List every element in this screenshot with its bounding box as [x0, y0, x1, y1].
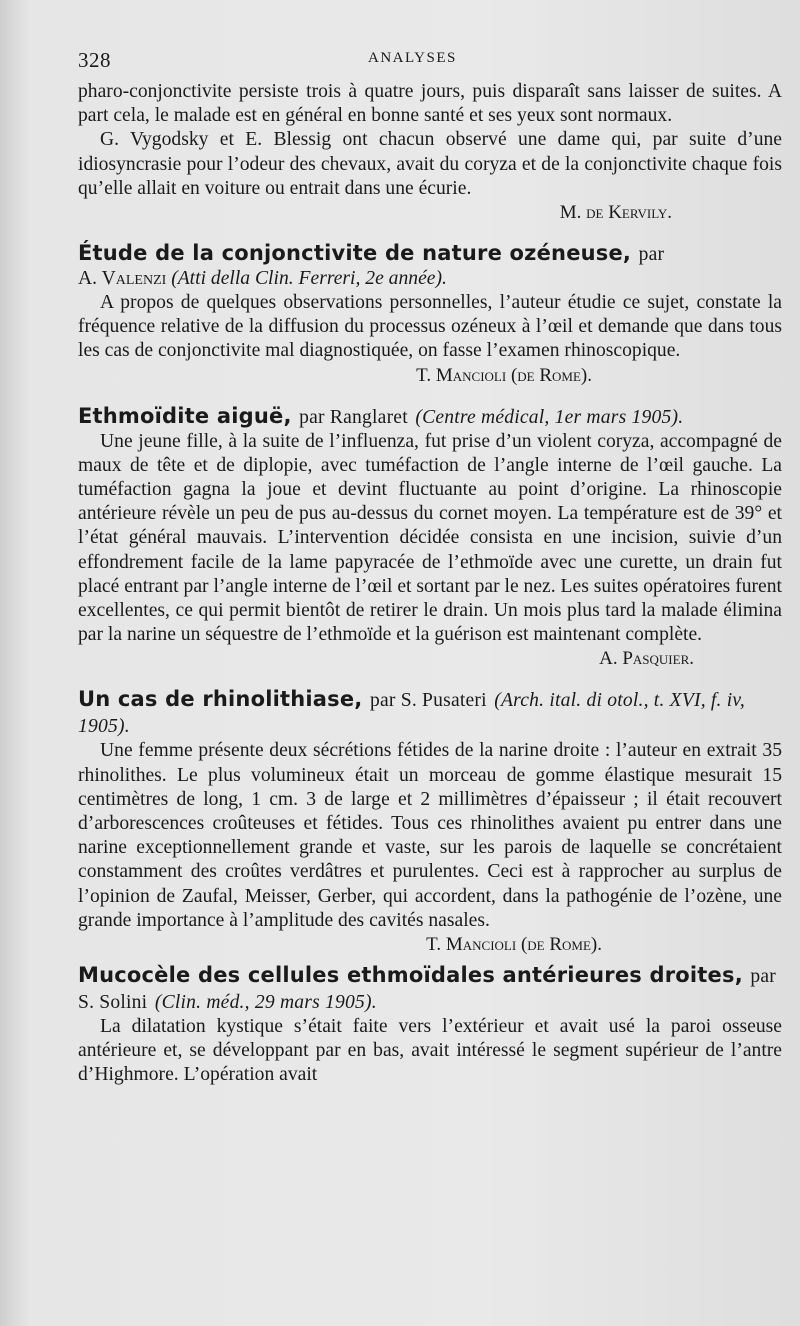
- signature-text: T. Mancioli (de Rome).: [426, 934, 602, 956]
- signature-text: M. de Kervily.: [559, 202, 672, 224]
- article-1-byline: [78, 267, 782, 291]
- article-2-by: par Ranglaret: [299, 406, 408, 428]
- article-3-heading: [78, 687, 782, 739]
- running-title: ANALYSES: [368, 50, 457, 66]
- intro-signature: [78, 201, 782, 225]
- intro-paragraph: pharo-conjonctivite persiste trois à quatre jours, puis disparaît sans laisser de suites. A part cela, le malade est en général en bonne santé et ses yeux sont normaux.: [78, 81, 782, 127]
- intro-paragraph-2: G. Vygodsky et E. Blessig ont chacun observé une dame qui, par suite d’une idiosyncrasie pour l’odeur des chevaux, avait du coryza et de la conjonctivite chaque fois qu’elle allait en voiture ou entrait dans une écurie.: [78, 129, 782, 199]
- article-2-title: Ethmoïdite aiguë,: [78, 403, 292, 428]
- article-1-heading: [78, 241, 782, 291]
- article-3-body: Une femme présente deux sécrétions fétides de la narine droite : l’auteur en extrait 35 rhinolithes. Le plus volumineux était un morceau de gomme élastique mesurait 15 centimètres de long, 1 cm. 3 de large et 2 millimètres d’épaisseur ; il était recouvert d’arborescences croûteuses et fétides. Tous ces rhinolithes avaient pu entrer dans une narine exceptionnellement grande et vaste, sur les parois de laquelle se concrétaient constamment des croûtes verdâtres et purulentes. Ceci est à rapprocher au surplus de l’opinion de Zaufal, Meisser, Gerber, qui accordent, dans la pathogénie de l’ozène, une grande importance à l’amplitude des cavités nasales.: [78, 740, 782, 931]
- page-number: 328: [78, 48, 111, 72]
- article-1-body: A propos de quelques observations personnelles, l’auteur étudie ce sujet, constate la fréquence relative de la diffusion du processus ozéneux à l’œil et demande que dans tous les cas de conjonctivite mal diagnostiquée, on fasse l’examen rhinoscopique.: [78, 292, 782, 362]
- signature-text: T. Mancioli (de Rome).: [416, 364, 592, 386]
- article-4-by: par S. Solini: [78, 966, 777, 1014]
- article-1-author: A. Valenzi: [78, 268, 167, 290]
- article-3-title: Un cas de rhinolithiase,: [78, 687, 363, 712]
- article-4-source: (Clin. méd., 29 mars 1905).: [154, 992, 377, 1014]
- article-2-signature: [78, 647, 782, 671]
- article-4-body: La dilatation kystique s’était faite vers l’extérieur et avait usé la paroi osseuse antérieure et, se développant par en bas, avait intéressé le segment supérieur de l’antre d’Highmore. L’opération avait: [78, 1016, 782, 1086]
- article-3-signature: [78, 933, 782, 957]
- article-1-source: (Atti della Clin. Ferreri, 2e année).: [171, 268, 447, 290]
- article-4-title: Mucocèle des cellules ethmoïdales antérieures droites,: [78, 963, 743, 988]
- signature-text: A. Pasquier.: [599, 648, 694, 670]
- article-2-heading: [78, 404, 782, 430]
- article-2-source: (Centre médical, 1er mars 1905).: [415, 406, 684, 428]
- article-2-body: Une jeune fille, à la suite de l’influenza, fut prise d’un violent coryza, accompagné de maux de tête et de diplopie, avec tuméfaction de l’angle interne de l’œil gauche. La tuméfaction gagna la joue et devint fluctuante au point d’origine. La rhinoscopie antérieure révèle un peu de pus au-dessus du cornet moyen. La température est de 39° et l’état général mauvais. L’intervention décidée consista en une incision, suivie d’un effondrement facile de la lame papyracée de l’ethmoïde avec une curette, un drain fut placé entrant par l’angle interne de l’œil et sortant par le nez. Les suites opératoires furent excellentes, ce qui permit bientôt de retirer le drain. Un mois plus tard la malade élimina par la narine un séquestre de l’ethmoïde et la guérison est maintenant complète.: [78, 430, 782, 646]
- article-4-heading: [78, 963, 782, 1015]
- article-1-by: par: [638, 244, 665, 266]
- article-1-title: Étude de la conjonctivite de nature ozéneuse,: [78, 241, 632, 266]
- article-1-signature: [78, 364, 782, 388]
- article-3-source: (Arch. ital. di otol., t. XVI, f. iv, 1905).: [78, 690, 745, 738]
- article-3-by: par S. Pusateri: [370, 690, 487, 712]
- page-header: [78, 44, 782, 80]
